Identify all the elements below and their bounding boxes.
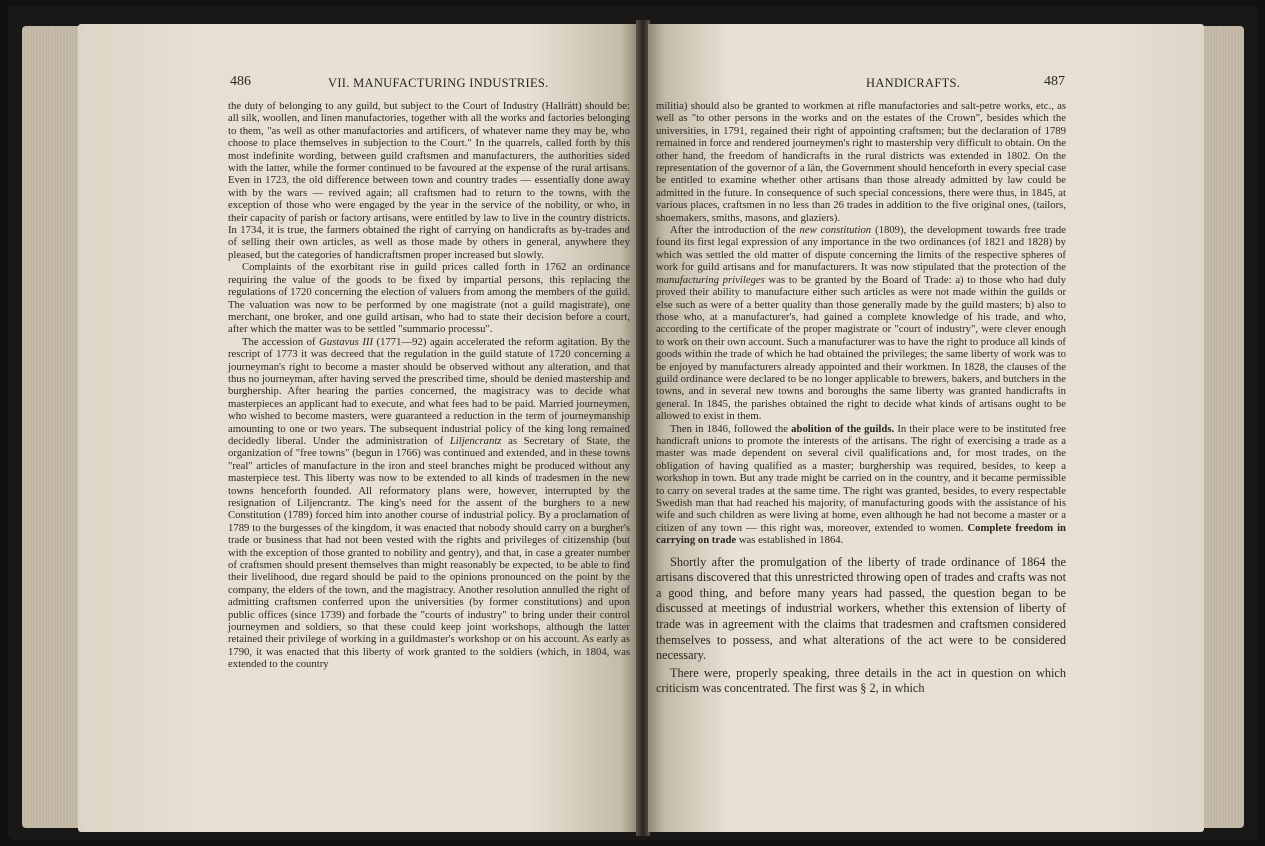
page-body: [228, 100, 630, 671]
page-number: 487: [1044, 74, 1065, 89]
paragraph: militia) should also be granted to workmen at rifle manufactories and salt-petre works, etc., as well as "to other persons in the works and on the estates of the Crown", besides which the universities, in 1791, regained their right of appointing craftsmen; but the declaration of 1789 remained in force and rendered journeymen's right to mastership very difficult to obtain. On the other hand, the freedom of handicrafts in the rural districts was extended in 1802. On the representation of the governor of a län, the Government should henceforth in every special case be entitled to examine whether other artisans than those already admitted by law could be admitted in the future. In consequence of such special concessions, there were thus, in 1845, at various places, craftsmen in no less than 26 trades in addition to the five original ones, (tailors, shoemakers, smiths, masons, and glaziers).: [656, 100, 1066, 224]
italic-name: Gustavus III: [319, 335, 374, 348]
running-head: HANDICRAFTS.: [866, 76, 961, 90]
right-page: [648, 24, 1204, 832]
open-book: [8, 6, 1258, 840]
bold-term: Complete freedom in carrying on trade: [656, 521, 1067, 547]
bold-term: abolition of the guilds.: [791, 422, 895, 435]
page-body: [656, 100, 1066, 697]
paragraph: There were, properly speaking, three details in the act in question on which criticism was concentrated. The first was § 2, in which: [656, 665, 1066, 696]
italic-name: Liljencrantz: [449, 434, 502, 447]
italic-term: new constitution: [799, 224, 872, 237]
running-head: VII. MANUFACTURING INDUSTRIES.: [328, 76, 549, 90]
left-page-edges: [22, 26, 82, 828]
paragraph: Shortly after the promulgation of the liberty of trade ordinance of 1864 the artisans discovered that this unrestricted throwing open of trades and crafts was not a good thing, and before many years had passed, the question began to be discussed at meetings of industrial workers, whether this extension of liberty of trade was in agreement with the claims that tradesmen and craftsmen considered themselves to possess, and what alterations of the act were to be considered necessary.: [656, 554, 1066, 663]
paragraph: Complaints of the exorbitant rise in guild prices called forth in 1762 an ordinance requiring the value of the goods to be fixed by impartial persons, this replacing the regulations of 1720 concerning the election of valuers from among the members of the guild. The valuation was now to be performed by one magistrate (not a guild magistrate), one merchant, one broker, and one guild artisan, who had to state their decision before a court, after which the matter was to be settled "summario processu".: [228, 261, 630, 336]
paragraph: After the introduction of the new constitution (1809), the development towards free trade found its first legal expression of any importance in the two ordinances (of 1821 and 1828) by which was settled the old matter of dispute concerning the limits of the respective spheres of work for guild artisans and for manufacturers. It was now stipulated that the protection of the manufacturing privileges was to be granted by the Board of Trade: a) to those who had duly proved their ability to manufacture either such articles as were not made within the guilds or else such as were of a better quality than those generally made by the guild masters; b) also to those who, at a manufacturer's, had gained a complete knowledge of his trade, and who, according to the certificate of the proper magistrate or "court of industry", were clever enough to work on their own account. Such a manufacturer was to have the right to produce all kinds of goods within the trade of which he had obtained the privileges; the same liberty of work was to be enjoyed by manufacturers already appointed and their workmen. In 1828, the clauses of the guild ordinance were declared to be no longer applicable to brewers, bakers, and butchers in the towns, and in several new towns and boroughs the same liberty was granted handicrafts in general. In 1845, the parishes obtained the right to decide what kinds of artisans ought to be allowed to exist in them.: [656, 224, 1066, 423]
paragraph: The accession of Gustavus III (1771—92) again accelerated the reform agitation. By the rescript of 1773 it was decreed that the regulation in the guild statute of 1720 concerning a journeyman's right to become a master should be observed without any alteration, and that thus no journeyman, after having served the prescribed time, should be denied mastership and burghership. After hearing the parties concerned, the magistracy was to decide what masterpieces an applicant had to execute, and what fees had to be paid. Married journeymen, who wished to become masters, were guaranteed a reduction in the term of journeymanship amounting to one or two years. The subsequent industrial policy of the king long remained decidedly liberal. Under the administration of Liljencrantz as Secretary of State, the organization of "free towns" (begun in 1766) was continued and extended, and in these towns "real" articles of manufacture in the iron and steel branches might be produced without any masterpiece test. This liberty was now to be extended to all kinds of tradesmen in the new towns henceforth founded. All reformatory plans were, however, interrupted by the resignation of Liljencrantz. The king's need for the assent of the burghers to a new Constitution (1789) forced him into another course of industrial policy. By a proclamation of 1789 to the burgesses of the kingdom, it was enacted that nobody should carry on a burgher's trade or business that had not been vested with the rights and privileges of citizenship (but with the exception of those granted to nobility and gentry), and that, in case a greater number of craftsmen should present themselves than might reasonably be expected, to be able to find their livelihood, due regard should be paid to the opinions pronounced on the point by the company, the elders of the town, and the magistracy. Another resolution annulled the right of admitting craftsmen conferred upon the universities (by former constitutions) and upon public offices (since 1739) and forbade the "courts of industry" to bring under their control journeymen and soldiers, so that these could keep joint workshops, although the latter retained their privilege of working in a guildmaster's workshop or on his account. As early as 1790, it was enacted that this liberty of work granted to the soldiers (which, in 1804, was extended to the country: [228, 335, 630, 671]
paragraph: Then in 1846, followed the abolition of the guilds. In their place were to be instituted free handicraft unions to promote the interests of the artisans. The right of exercising a trade as a master was made dependent on several civil qualifications and, for most trades, on the obligation of having qualified as a master; burghership was required, besides, to keep a workshop in town. But any trade might be carried on in the country, and it became permissible to carry on several trades at the same time. The right was granted, besides, to every respectable Swedish man that had reached his majority, of manufacturing goods with the assistance of his wife and such children as were living at home, even although he had not become a master or a citizen of any town — this right was, moreover, extended to women. Complete freedom in carrying on trade was established in 1864.: [656, 422, 1067, 547]
italic-term: manufacturing privileges: [656, 273, 765, 286]
page-number: 486: [230, 74, 251, 89]
left-page: [78, 24, 638, 832]
paragraph: the duty of belonging to any guild, but subject to the Court of Industry (Hallrätt) should be: all silk, woollen, and linen manufactories, together with all the works and factories belonging to them, "as well as other manufactories and artificers, of whatever name they may be, who choose to place themselves in subjection to the Court." In the quarrels, called forth by this most indefinite wording, between guild craftsmen and manufacturers, the authorities sided with the latter, while the former continued to be favoured at the expense of the rural artisans. Even in 1723, the old difference between town and country trades — essentially done away with by the wars — revived again; all craftsmen had to return to the towns, with the exception of those who were engaged by the year in the service of the nobility, or who, in their capacity of parish or factory artisans, were entitled by law to live in the country districts. In 1734, it is true, the farmers obtained the right of carrying on handicrafts as by-trades and of selling their own articles, as well as those made by others in general, anywhere they pleased, but the categories of handicraftsmen proper increased but slowly.: [228, 100, 630, 261]
